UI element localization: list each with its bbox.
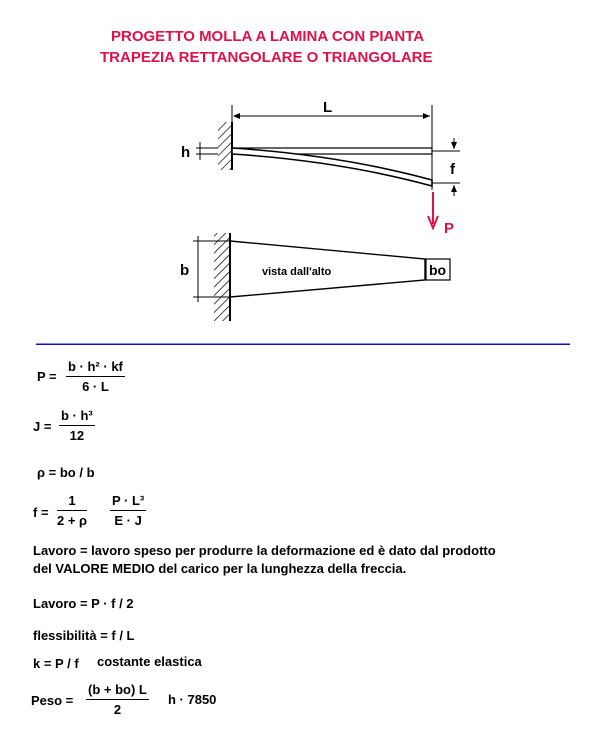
top-view-caption: vista dall'alto <box>262 266 332 278</box>
formula-peso-fraction <box>86 682 149 717</box>
lavoro-definition-line-1: Lavoro = lavoro speso per produrre la deformazione ed è dato dal prodotto <box>33 543 496 558</box>
formula-peso-denominator: 2 <box>113 702 122 717</box>
title-line-2: TRAPEZIA RETTANGOLARE O TRIANGOLARE <box>100 49 433 66</box>
formula-k: k = P / f <box>33 656 79 671</box>
title-line-1: PROGETTO MOLLA A LAMINA CON PIANTA <box>111 28 425 45</box>
formula-peso-lhs: Peso = <box>31 693 74 708</box>
formula-k-description: costante elastica <box>97 654 202 669</box>
formula-P-lhs: P = <box>37 369 57 384</box>
formula-rho: ρ = bo / b <box>37 465 95 480</box>
label-P: P <box>444 220 455 237</box>
formula-peso-numerator: (b + bo) L <box>86 682 149 700</box>
label-bo: bo <box>429 262 447 278</box>
formula-f-numerator-2: P · L³ <box>110 493 146 511</box>
formula-flessibilita: flessibilità = f / L <box>33 628 135 643</box>
wall-top <box>214 233 230 321</box>
label-L: L <box>323 99 333 116</box>
label-b: b <box>180 262 190 279</box>
formula-J-denominator: 12 <box>69 428 85 443</box>
formula-f-fraction-1 <box>57 493 87 528</box>
formula-f-denominator-1: 2 + ρ <box>57 513 88 528</box>
formula-lavoro: Lavoro = P · f / 2 <box>33 596 134 611</box>
label-h: h <box>181 144 191 161</box>
formula-P-denominator: 6 · L <box>82 379 109 394</box>
formula-J-lhs: J = <box>33 419 52 434</box>
wall-side <box>218 122 232 170</box>
formula-P-fraction <box>66 359 125 394</box>
label-f: f <box>450 161 455 178</box>
leaf-spring-diagram <box>0 0 605 345</box>
formula-f-fraction-2 <box>110 493 146 528</box>
formula-P-numerator: b · h² · kf <box>66 359 125 377</box>
formula-J-fraction <box>59 408 95 443</box>
formula-f-denominator-2: E · J <box>114 513 142 528</box>
formula-f-lhs: f = <box>33 505 49 520</box>
formula-J-numerator: b · h³ <box>59 408 95 426</box>
formula-peso-rhs: h · 7850 <box>168 692 217 707</box>
lavoro-definition-line-2: del VALORE MEDIO del carico per la lunghezza della freccia. <box>33 561 407 576</box>
formula-f-numerator-1: 1 <box>57 493 87 511</box>
